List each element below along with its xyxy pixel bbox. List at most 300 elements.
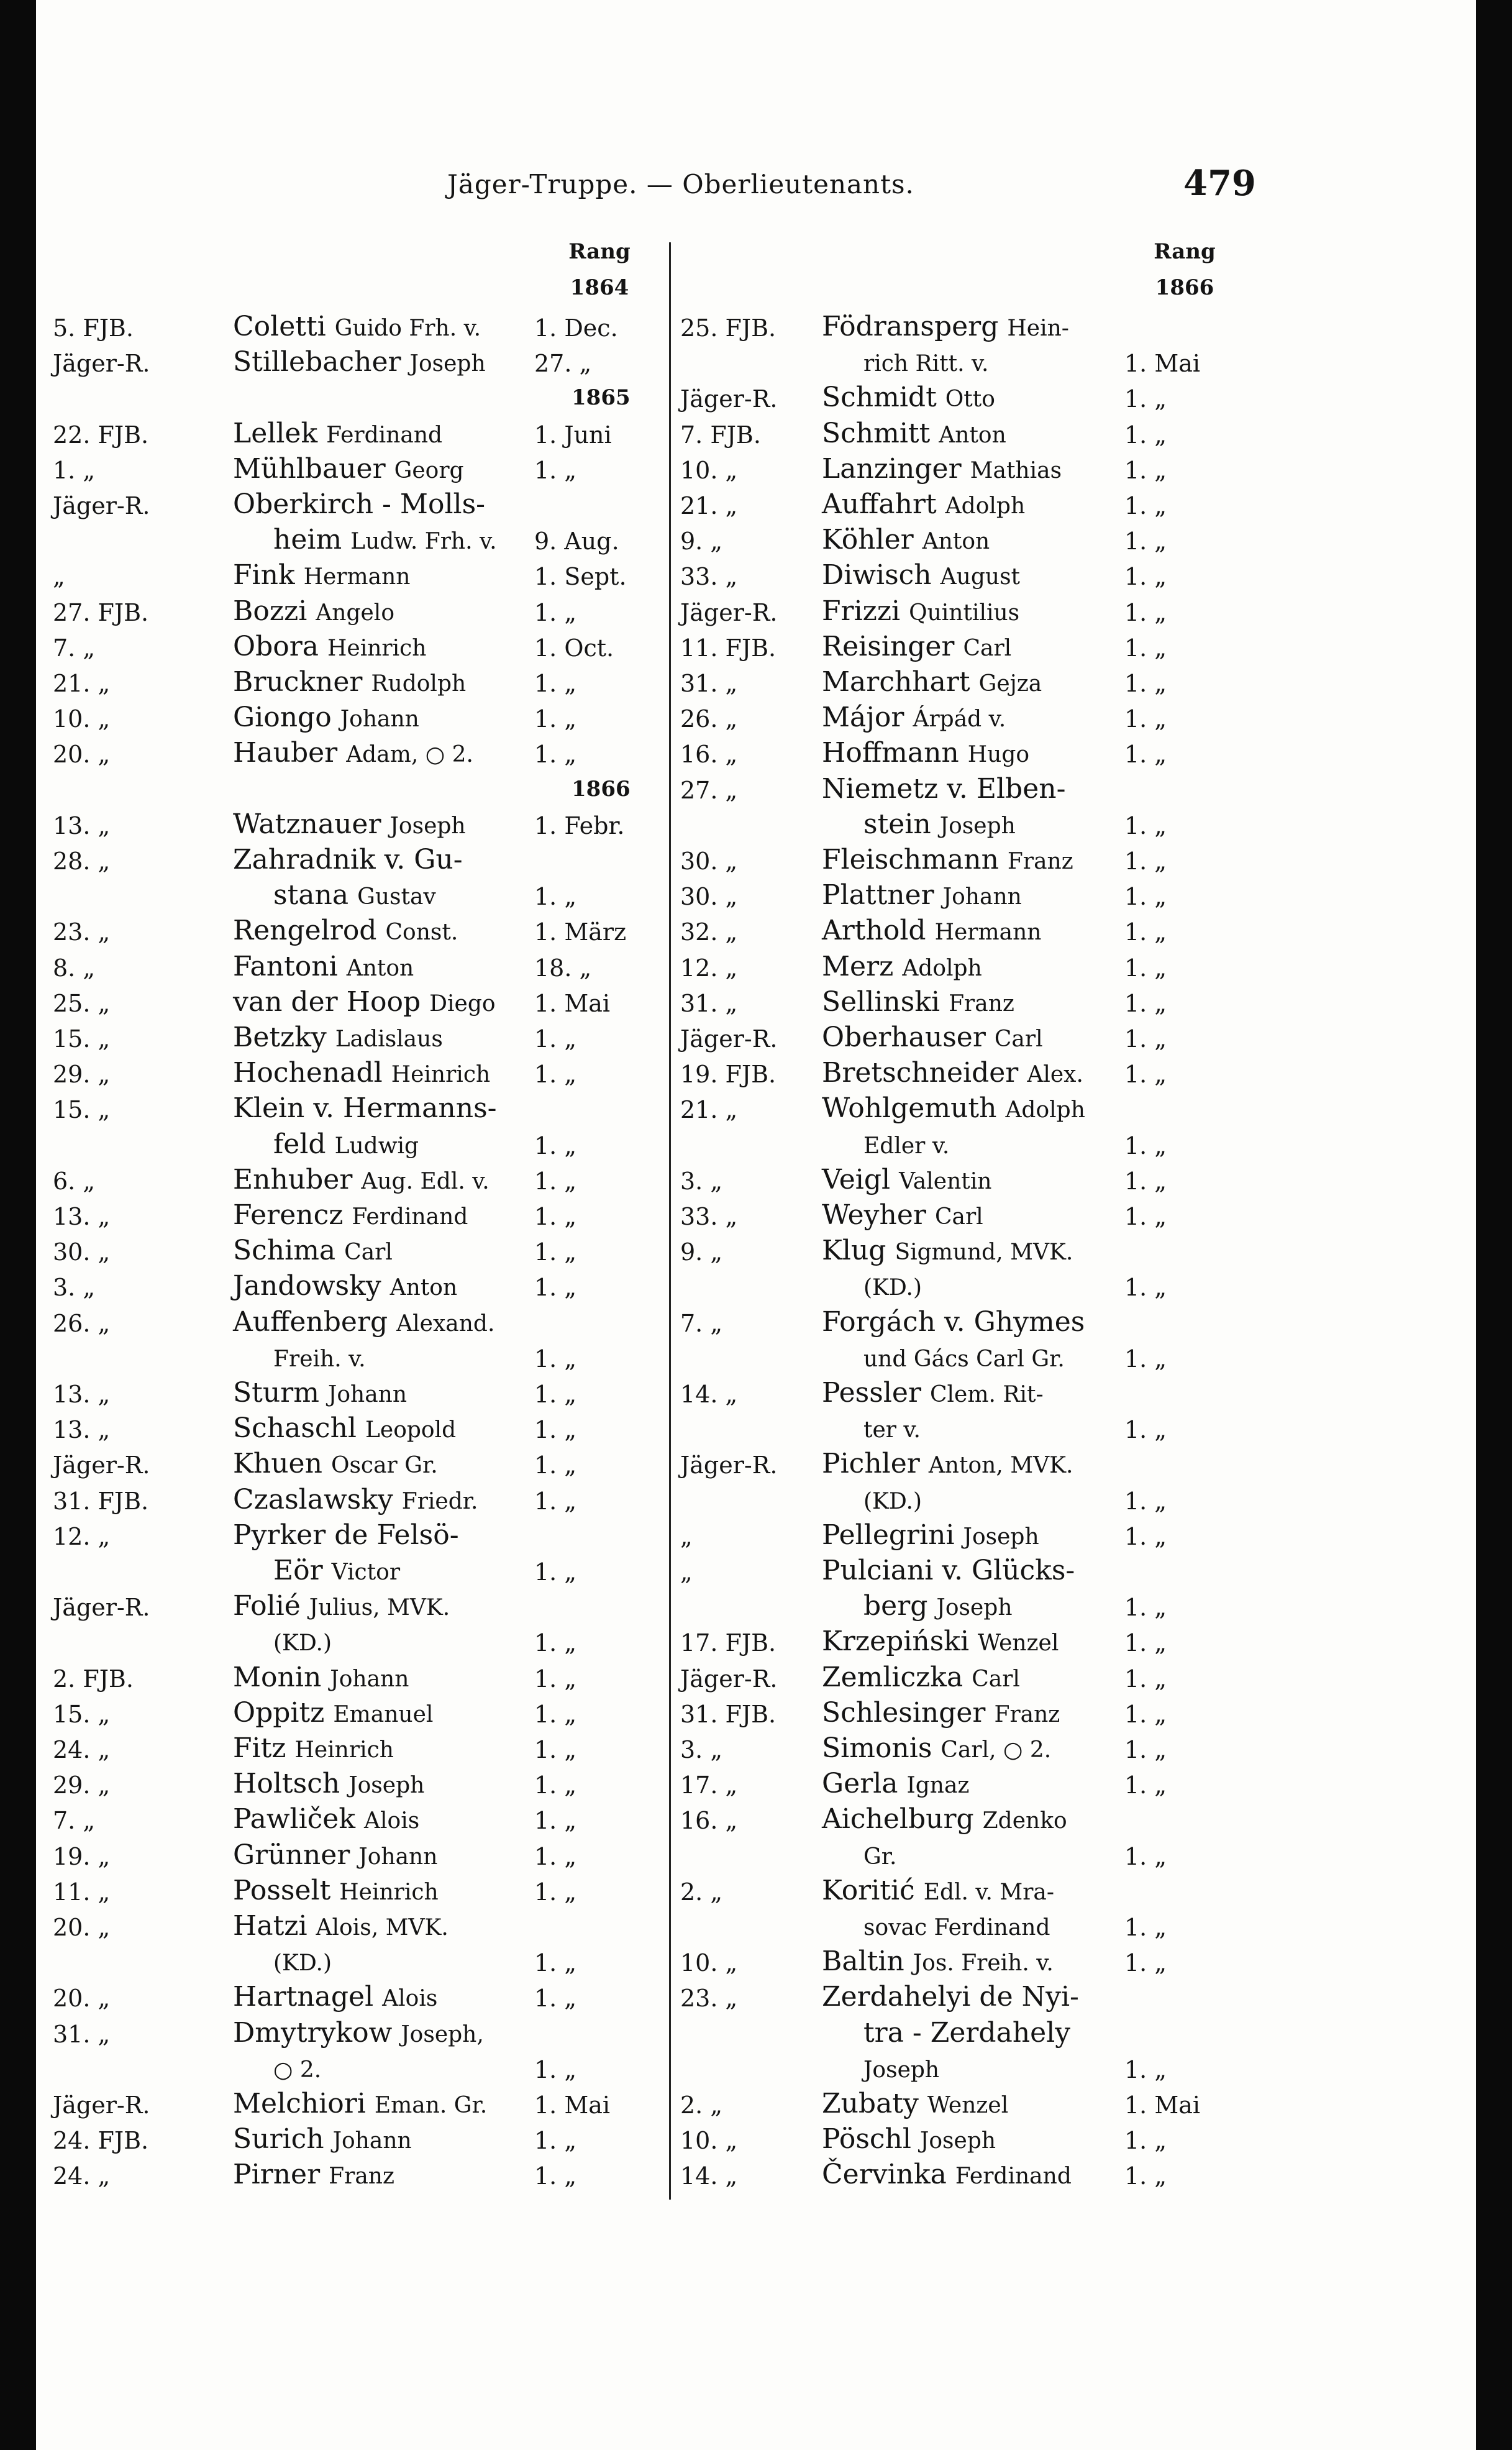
- rank-date: 1. Febr.: [534, 812, 625, 839]
- table-row: [53, 1981, 662, 2016]
- table-row: [680, 1164, 1466, 1199]
- surname: Schmitt: [822, 418, 931, 449]
- table-row: [680, 453, 1466, 488]
- battalion-number: 29. „: [53, 1771, 111, 1799]
- officer-name: [863, 1412, 921, 1444]
- given-name: Anton: [389, 1275, 458, 1300]
- battalion-number: 29. „: [53, 1061, 111, 1088]
- page-header-title: Jäger-Truppe. — Oberlieutenants.: [447, 169, 914, 199]
- battalion-number: „: [53, 563, 65, 590]
- rank-date: 1. „: [1124, 457, 1167, 484]
- officer-name: [822, 1022, 1043, 1053]
- table-row: [680, 1484, 1466, 1519]
- right-rang-label: Rang: [1154, 239, 1216, 264]
- table-row: [53, 524, 662, 559]
- rank-date: 1. „: [534, 1558, 577, 1586]
- officer-name: [822, 311, 1069, 342]
- given-name: August: [940, 564, 1021, 590]
- table-row: [53, 1022, 662, 1056]
- battalion-number: 3. „: [680, 1736, 723, 1763]
- battalion-number: 12. „: [680, 954, 738, 982]
- rank-date: 1. „: [1124, 528, 1167, 555]
- officer-name: [233, 1448, 438, 1479]
- given-name: Victor: [331, 1560, 401, 1585]
- given-name: Ladislaus: [335, 1026, 443, 1052]
- page-number: 479: [1183, 163, 1256, 204]
- table-row: [680, 1270, 1466, 1305]
- officer-name: [863, 808, 1016, 840]
- surname: Stillebacher: [233, 346, 401, 378]
- surname: Frizzi: [822, 595, 901, 627]
- surname: Wohlgemuth: [822, 1092, 997, 1124]
- table-row: [680, 1092, 1466, 1127]
- battalion-number: 14. „: [680, 1381, 738, 1408]
- surname: Forgách v. Ghymes: [822, 1306, 1085, 1338]
- battalion-number: Jäger-R.: [53, 492, 150, 519]
- given-name: Alois: [364, 1808, 420, 1834]
- battalion-number: 31. „: [680, 670, 738, 697]
- surname: Giongo: [233, 702, 332, 733]
- officer-name: [233, 631, 426, 662]
- rank-date: 1. „: [534, 705, 577, 733]
- table-row: [53, 1910, 662, 1945]
- surname: Zerdahelyi de Nyi-: [822, 1981, 1079, 2013]
- surname: Koritić: [822, 1875, 915, 1906]
- officer-name: [233, 702, 419, 733]
- surname: Májor: [822, 702, 904, 733]
- given-name: Carl: [344, 1240, 393, 1265]
- officer-name: [822, 1662, 1020, 1693]
- table-row: [680, 1945, 1466, 1980]
- rank-date: 1. „: [534, 1381, 577, 1408]
- rank-date: 1. „: [1124, 1203, 1167, 1230]
- rank-date: 1. „: [1124, 1594, 1167, 1621]
- table-row: [53, 1128, 662, 1163]
- surname: Czaslawsky: [233, 1484, 393, 1515]
- given-name: Gr.: [863, 1844, 897, 1870]
- battalion-number: 12. „: [53, 1523, 111, 1550]
- table-row: [53, 1448, 662, 1483]
- given-name: Hermann: [934, 920, 1042, 945]
- surname: Bozzi: [233, 595, 307, 627]
- given-name: Johann: [332, 2128, 412, 2154]
- surname: Posselt: [233, 1875, 331, 1906]
- surname: Pulciani v. Glücks-: [822, 1555, 1075, 1586]
- rank-date: 1. Mai: [1124, 2091, 1201, 2119]
- scan-border-left: [0, 0, 36, 2450]
- officer-name: [822, 2123, 996, 2155]
- given-name: sovac Ferdinand: [863, 1915, 1050, 1940]
- given-name: Árpád v.: [913, 706, 1006, 732]
- rank-date: 1. „: [534, 1132, 577, 1159]
- table-row: [680, 1839, 1466, 1874]
- table-row: [680, 986, 1466, 1021]
- surname: Reisinger: [822, 631, 955, 662]
- table-row: [53, 1235, 662, 1269]
- rank-date: 1. „: [534, 1949, 577, 1977]
- given-name: rich Ritt. v.: [863, 351, 989, 377]
- surname: Oppitz: [233, 1697, 325, 1729]
- officer-name: [822, 488, 1025, 520]
- battalion-number: 7. FJB.: [680, 421, 761, 449]
- battalion-number: 32. „: [680, 918, 738, 946]
- surname: Auffahrt: [822, 488, 937, 520]
- rank-date: 1. „: [534, 1701, 577, 1728]
- given-name: Gejza: [978, 671, 1042, 697]
- table-row: [53, 1768, 662, 1803]
- table-row: [680, 666, 1466, 701]
- table-row: [53, 986, 662, 1021]
- table-row: [53, 382, 662, 416]
- officer-name: [822, 915, 1041, 946]
- table-row: [53, 1803, 662, 1838]
- given-name: Angelo: [316, 600, 394, 626]
- table-row: [680, 879, 1466, 914]
- officer-name: [233, 1839, 437, 1871]
- officer-name: [233, 1412, 456, 1444]
- officer-name: [822, 1164, 991, 1195]
- rank-date: 1. „: [1124, 848, 1167, 875]
- table-row: [53, 418, 662, 452]
- table-row: [53, 915, 662, 949]
- battalion-number: 13. „: [53, 1381, 111, 1408]
- surname: Hauber: [233, 737, 338, 769]
- given-name: Johann: [358, 1844, 438, 1870]
- rank-date: 1. „: [534, 2162, 577, 2190]
- battalion-number: 27. FJB.: [53, 599, 149, 626]
- officer-name: [233, 418, 442, 449]
- rank-date: 1. „: [534, 2127, 577, 2154]
- officer-name: [822, 524, 990, 555]
- officer-name: [233, 453, 464, 485]
- table-row: [53, 488, 662, 523]
- given-name: Rudolph: [371, 671, 467, 697]
- table-row: [53, 1555, 662, 1589]
- officer-name: [233, 844, 463, 875]
- surname: Pöschl: [822, 2123, 911, 2155]
- rank-date: 1. „: [1124, 2162, 1167, 2190]
- surname: Lanzinger: [822, 453, 962, 485]
- battalion-number: 3. „: [53, 1274, 96, 1301]
- officer-name: [273, 524, 497, 555]
- officer-name: [233, 488, 485, 520]
- surname: Zahradnik v. Gu-: [233, 844, 463, 875]
- table-row: [53, 1519, 662, 1554]
- rank-date: 1. „: [1124, 883, 1167, 910]
- rank-date: 1. „: [534, 457, 577, 484]
- surname: Dmytrykow: [233, 2017, 393, 2049]
- table-row: [53, 2052, 662, 2087]
- surname: Hochenadl: [233, 1057, 383, 1089]
- officer-name: [822, 453, 1062, 485]
- battalion-number: 10. „: [680, 1949, 738, 1977]
- rank-date: 1. „: [1124, 2056, 1167, 2083]
- surname: Diwisch: [822, 559, 932, 591]
- table-row: [53, 1092, 662, 1127]
- officer-name: [822, 951, 982, 982]
- given-name: Leopold: [365, 1417, 457, 1443]
- table-row: [680, 2052, 1466, 2087]
- rank-date: 1. „: [534, 599, 577, 626]
- officer-name: [233, 1235, 393, 1266]
- given-name: Wenzel: [927, 2093, 1009, 2118]
- rank-date: 1. „: [1124, 1345, 1167, 1373]
- officer-name: [822, 1306, 1085, 1338]
- given-name: ○ 2.: [273, 2057, 322, 2083]
- table-row: [680, 1910, 1466, 1945]
- rank-date: 1. „: [1124, 1949, 1167, 1977]
- officer-name: [863, 2017, 1070, 2049]
- given-name: Joseph: [936, 1595, 1013, 1620]
- officer-name: [233, 1092, 497, 1124]
- surname: Khuen: [233, 1448, 322, 1479]
- battalion-number: Jäger-R.: [53, 2091, 150, 2119]
- rank-date: 1. „: [1124, 2127, 1167, 2154]
- battalion-number: Jäger-R.: [53, 1594, 150, 1621]
- officer-name: [863, 1910, 1050, 1942]
- rank-date: 1. „: [1124, 563, 1167, 590]
- rank-date: 1. „: [534, 883, 577, 910]
- table-row: [53, 1590, 662, 1625]
- table-row: [53, 1306, 662, 1341]
- officer-name: [822, 382, 995, 413]
- table-row: [53, 951, 662, 985]
- officer-name: [233, 1875, 439, 1906]
- given-name: Oscar Gr.: [330, 1453, 438, 1478]
- battalion-number: 21. „: [53, 670, 111, 697]
- battalion-number: 8. „: [53, 954, 96, 982]
- surname: Weyher: [822, 1199, 926, 1231]
- table-row: [680, 1697, 1466, 1732]
- battalion-number: 15. „: [53, 1096, 111, 1123]
- given-name: Julius, MVK.: [309, 1595, 450, 1620]
- battalion-number: 30. „: [680, 883, 738, 910]
- officer-name: [273, 1625, 332, 1657]
- surname: Schlesinger: [822, 1697, 986, 1729]
- surname: Marchhart: [822, 666, 970, 698]
- battalion-number: Jäger-R.: [53, 1451, 150, 1479]
- right-year-label: 1866: [1155, 275, 1214, 300]
- table-row: [680, 1306, 1466, 1341]
- rank-date: 1. „: [534, 1807, 577, 1834]
- given-name: Franz: [949, 991, 1014, 1017]
- table-row: [53, 666, 662, 701]
- table-row: [53, 1057, 662, 1092]
- given-name: Aug. Edl. v.: [361, 1169, 490, 1194]
- surname: Gerla: [822, 1768, 898, 1799]
- battalion-number: 9. „: [680, 1238, 723, 1266]
- rank-date: 1. „: [534, 1771, 577, 1799]
- rank-date: 1. Mai: [534, 990, 611, 1017]
- given-name: Anton: [922, 529, 990, 554]
- battalion-number: 20. „: [53, 1914, 111, 1941]
- given-name: Quintilius: [909, 600, 1020, 626]
- officer-name: [822, 559, 1020, 591]
- surname: Klug: [822, 1235, 886, 1266]
- given-name: Joseph: [939, 813, 1016, 839]
- table-row: [680, 702, 1466, 736]
- officer-name: [233, 2088, 487, 2119]
- surname: Coletti: [233, 311, 326, 342]
- given-name: Carl: [963, 636, 1012, 661]
- officer-name: [233, 737, 473, 769]
- table-row: [53, 1697, 662, 1732]
- table-row: [53, 879, 662, 914]
- battalion-number: 14. „: [680, 2162, 738, 2190]
- scan-border-right: [1476, 0, 1512, 2450]
- surname: Auffenberg: [233, 1306, 388, 1338]
- battalion-number: 21. „: [680, 1096, 738, 1123]
- surname: Ferencz: [233, 1199, 344, 1231]
- officer-name: [233, 2159, 394, 2190]
- table-row: [53, 1164, 662, 1199]
- year-marker: 1866: [572, 777, 631, 802]
- table-row: [53, 1484, 662, 1519]
- table-row: [53, 1875, 662, 1909]
- rank-date: 1. Mai: [1124, 350, 1201, 377]
- officer-name: [233, 1981, 437, 2013]
- rank-date: 1. „: [1124, 421, 1167, 449]
- table-row: [680, 559, 1466, 594]
- officer-name: [822, 631, 1011, 662]
- given-name: Eman. Gr.: [374, 2093, 488, 2118]
- given-name: Adolph: [945, 493, 1026, 519]
- battalion-number: 19. FJB.: [680, 1061, 776, 1088]
- rank-date: 1. „: [1124, 1523, 1167, 1550]
- officer-name: [822, 1981, 1079, 2013]
- rank-date: 1. „: [534, 1238, 577, 1266]
- surname: feld: [273, 1128, 326, 1160]
- table-row: [680, 2123, 1466, 2158]
- table-row: [53, 1377, 662, 1412]
- battalion-number: 16. „: [680, 1807, 738, 1834]
- given-name: Ferdinand: [352, 1204, 468, 1230]
- surname: Bretschneider: [822, 1057, 1019, 1089]
- officer-name: [863, 2052, 939, 2084]
- battalion-number: 24. „: [53, 1736, 111, 1763]
- table-row: [53, 1199, 662, 1234]
- given-name: Hermann: [303, 564, 411, 590]
- table-row: [680, 382, 1466, 416]
- given-name: Ludwig: [334, 1133, 419, 1159]
- officer-name: [863, 1484, 922, 1515]
- officer-name: [233, 1590, 450, 1622]
- given-name: Johann: [327, 1382, 408, 1407]
- battalion-number: 2. „: [680, 1878, 723, 1906]
- given-name: Joseph: [348, 1773, 425, 1798]
- battalion-number: 17. „: [680, 1771, 738, 1799]
- officer-name: [233, 2017, 484, 2049]
- officer-name: [273, 1342, 366, 1373]
- battalion-number: 3. „: [680, 1168, 723, 1195]
- table-row: [53, 773, 662, 808]
- battalion-number: 30. „: [53, 1238, 111, 1266]
- battalion-number: 20. „: [53, 741, 111, 768]
- surname: Červinka: [822, 2159, 947, 2190]
- given-name: Anton, MVK.: [928, 1453, 1073, 1478]
- surname: Mühlbauer: [233, 453, 386, 485]
- table-row: [680, 1377, 1466, 1412]
- battalion-number: „: [680, 1558, 693, 1586]
- table-row: [680, 2159, 1466, 2193]
- surname: Schima: [233, 1235, 336, 1266]
- surname: Fitz: [233, 1732, 286, 1764]
- table-row: [680, 1732, 1466, 1767]
- surname: Födransperg: [822, 311, 999, 342]
- table-row: [680, 1662, 1466, 1696]
- battalion-number: 13. „: [53, 1203, 111, 1230]
- surname: Betzky: [233, 1022, 327, 1053]
- battalion-number: 19. „: [53, 1843, 111, 1870]
- battalion-number: „: [680, 1523, 693, 1550]
- battalion-number: 24. FJB.: [53, 2127, 149, 2154]
- surname: heim: [273, 524, 342, 555]
- given-name: Sigmund, MVK.: [895, 1240, 1073, 1265]
- table-row: [680, 1199, 1466, 1234]
- given-name: Diego: [429, 991, 496, 1017]
- table-row: [680, 1057, 1466, 1092]
- rank-date: 1. „: [1124, 1771, 1167, 1799]
- officer-name: [233, 1377, 407, 1409]
- officer-name: [233, 1057, 490, 1089]
- surname: Fantoni: [233, 951, 338, 982]
- given-name: Jos. Freih. v.: [913, 1950, 1054, 1976]
- table-row: [680, 1981, 1466, 2016]
- rank-date: 1. „: [534, 1345, 577, 1373]
- rank-date: 1. „: [1124, 918, 1167, 946]
- given-name: Clem. Rit-: [929, 1382, 1044, 1407]
- officer-name: [822, 1697, 1060, 1729]
- given-name: Alois, MVK.: [316, 1915, 449, 1940]
- rank-date: 1. „: [1124, 599, 1167, 626]
- officer-name: [233, 1732, 394, 1764]
- given-name: Carl: [994, 1026, 1043, 1052]
- given-name: Otto: [945, 386, 995, 412]
- surname: tra - Zerdahely: [863, 2017, 1071, 2049]
- surname: Folié: [233, 1590, 301, 1622]
- surname: Krzepiński: [822, 1625, 970, 1657]
- table-row: [680, 631, 1466, 665]
- surname: Pawliček: [233, 1803, 356, 1835]
- battalion-number: Jäger-R.: [680, 1665, 778, 1693]
- table-row: [53, 311, 662, 345]
- table-row: [680, 2088, 1466, 2123]
- table-row: [53, 737, 662, 772]
- rank-date: 1. „: [1124, 741, 1167, 768]
- battalion-number: 7. „: [680, 1310, 723, 1337]
- given-name: Hugo: [967, 742, 1030, 767]
- table-row: [53, 702, 662, 736]
- officer-name: [822, 844, 1073, 875]
- battalion-number: 25. FJB.: [680, 314, 776, 342]
- officer-name: [822, 1732, 1051, 1764]
- table-row: [53, 2123, 662, 2158]
- battalion-number: 27. „: [680, 777, 738, 804]
- table-row: [53, 1270, 662, 1305]
- surname: stein: [863, 808, 931, 840]
- rank-date: 1. „: [534, 1878, 577, 1906]
- surname: Baltin: [822, 1945, 904, 1977]
- battalion-number: 23. „: [53, 918, 111, 946]
- given-name: Ferdinand: [955, 2164, 1072, 2189]
- given-name: Mathias: [970, 458, 1062, 483]
- battalion-number: 7. „: [53, 634, 96, 662]
- given-name: Heinrich: [391, 1062, 491, 1087]
- surname: Oberhauser: [822, 1022, 986, 1053]
- surname: Köhler: [822, 524, 914, 555]
- officer-name: [822, 1803, 1067, 1835]
- left-rang-label: Rang: [568, 239, 631, 264]
